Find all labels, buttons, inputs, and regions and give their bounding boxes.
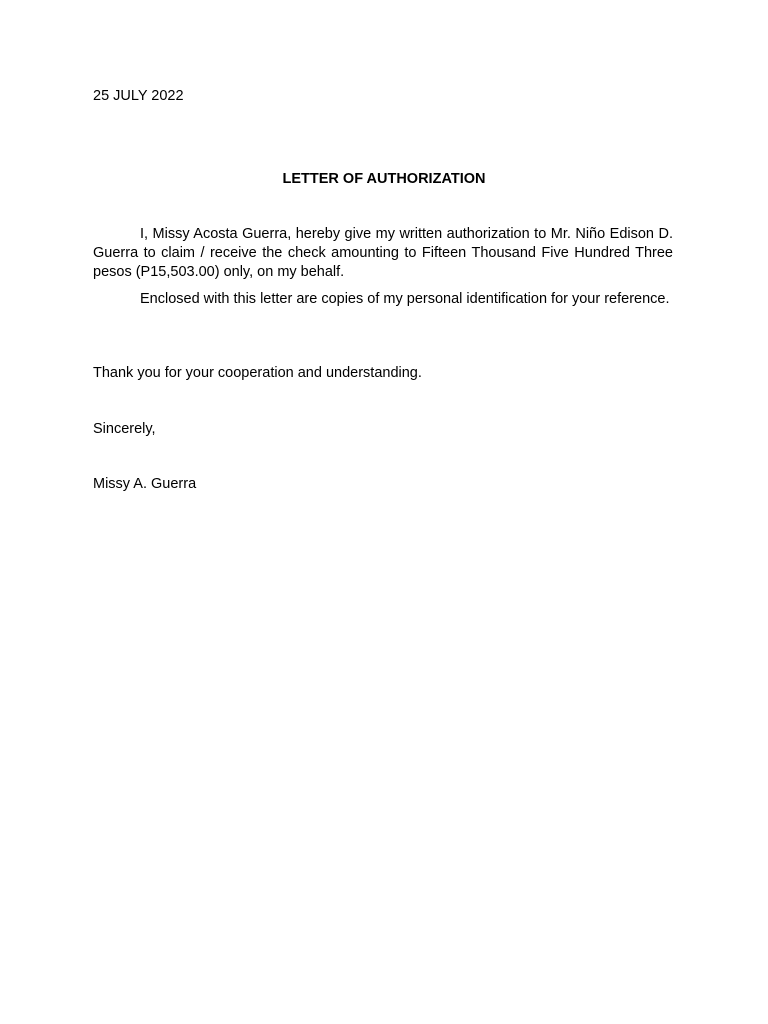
letter-title: LETTER OF AUTHORIZATION	[282, 171, 486, 187]
closing-salutation: Sincerely,	[93, 421, 156, 437]
letter-date: 25 JULY 2022	[93, 88, 184, 104]
signature-name: Missy A. Guerra	[93, 476, 197, 492]
body-paragraph-enclosure: Enclosed with this letter are copies of my personal identification for your reference.	[140, 291, 670, 307]
body-paragraph-authorization: I, Missy Acosta Guerra, hereby give my written authorization to Mr. Niño Edison D. Guerra to claim / receive the check amounting to Fifteen Thousand Five Hundred Three pesos (P15,503.00) only, on my behalf.	[93, 226, 673, 280]
thanks-line: Thank you for your cooperation and understanding.	[93, 365, 422, 381]
